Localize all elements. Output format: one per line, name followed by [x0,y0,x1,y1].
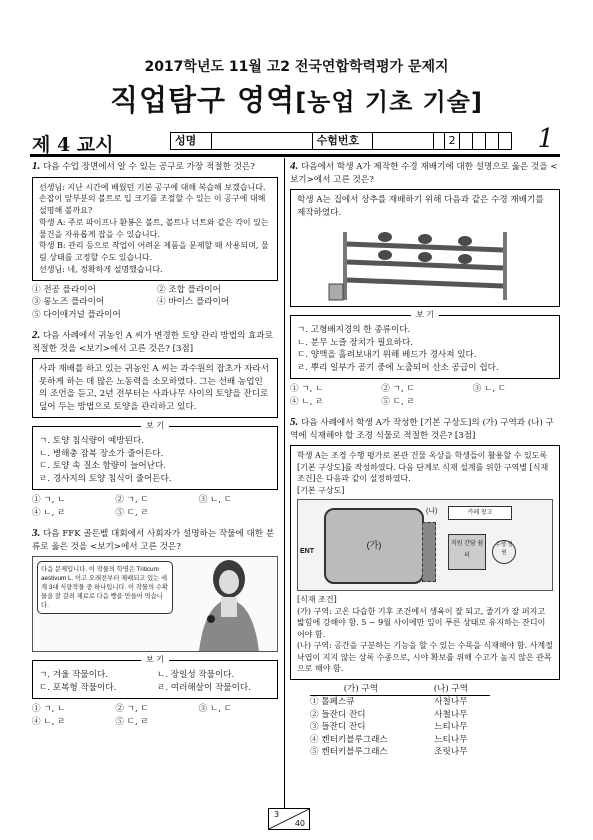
number-label: 수험번호 [313,133,374,149]
option[interactable]: ④ ㄴ, ㄹ [290,396,324,407]
q2-bogi [32,421,278,490]
zone-na-label: (나) [426,508,438,515]
dialogue-line: 선생님: 지난 시간에 배웠던 기본 공구에 대해 복습해 보겠습니다. 손잡이 앞부분의 볼트로 입 크기를 조절할 수 있는 이 공구에 대해 설명해 볼까요? [39,182,266,216]
q2-options [32,494,278,519]
q5-passage: 학생 A는 조경 수행 평가로 본관 건물 옥상을 학생들이 활용할 수 있도록 [기본 구상도]를 작성하였다. 다음 단계로 식재 설계를 위한 구역별 [식재 조건]은 다음과 같이 설정하였다. [297,451,549,483]
subject-main: 직업탐구 영역 [110,83,296,117]
zone-na [422,522,436,582]
q3-illustration [32,556,278,652]
column-divider [284,158,285,808]
host-illustration [171,557,281,651]
footer-total: 40 [294,819,305,828]
bogi-item: ㄷ. 토양 속 질소 함량이 늘어난다. [39,461,167,472]
option[interactable]: ⑤ ㄷ, ㄹ [115,507,149,518]
option[interactable]: ② ㄱ, ㄷ [381,384,415,394]
table-cell: 느티나무 [434,722,468,732]
bogi-item: ㄹ. 경사지의 토양 침식이 줄어든다. [39,473,172,484]
subject-title [0,78,593,119]
bogi-item: ㄷ. 포복형 작물이다. [39,682,117,693]
q4-bogi [290,310,560,379]
bogi-title: 보 기 [411,310,439,319]
option[interactable]: ③ ㄴ, ㄷ [198,495,233,506]
option[interactable]: ④ ㄴ, ㄹ [32,716,66,727]
option[interactable]: ① 전공 플라이어 [32,284,96,295]
option[interactable]: ⑤ ㄷ, ㄹ [115,716,149,727]
number-cell[interactable] [499,133,511,149]
option[interactable]: ① 톨페스큐 [310,697,355,707]
zone-ga [324,508,424,584]
q3-bogi [32,655,278,699]
option[interactable]: ④ 바이스 플라이어 [157,297,230,308]
option[interactable]: ④ ㄴ, ㄹ [32,507,66,518]
bogi-item: ㄹ. 뿌리 일부가 공기 중에 노출되어 산소 공급이 쉽다. [297,362,499,373]
plan-label: [기본 구상도] [297,485,345,495]
q2-passage: 사과 재배를 하고 있는 귀농인 A 씨는 과수원의 잡초가 자라서 못하게 하는 데 많은 노동력을 소모하였다. 그는 선배 농업인의 조언을 듣고, 2년 전부터는 사과나무 사이의 토양을 잔디로 덮어 두는 방법으로 토양을 관리하고 있다. [32,358,278,418]
header-rule [30,154,560,157]
option[interactable]: ② 조합 플라이어 [157,284,221,295]
q1-stem: 1. 다음 수업 장면에서 알 수 있는 공구로 가장 적절한 것은? [32,160,255,172]
table-cell: 조릿나무 [434,747,468,757]
option[interactable]: ③ ㄴ, ㄷ [198,704,233,715]
option[interactable]: ② ㄱ, ㄷ [115,704,149,715]
bogi-item: ㄴ. 장일성 작물이다. [157,670,235,681]
q3-options [32,703,278,728]
entrance-label: ENT [300,548,314,555]
table-header: (나) 구역 [433,683,469,694]
bogi-title: 보 기 [141,655,169,664]
site-plan [297,499,553,591]
info-bar [30,124,560,156]
bogi-item: ㄴ. 병해충 잠복 장소가 줄어든다. [39,448,164,459]
number-cell[interactable] [473,133,486,149]
bogi-item: ㄷ. 양액을 흘려보내기 위해 베드가 경사져 있다. [297,350,477,360]
cond-item: (가) 구역: 고온 다습한 기후 조건에서 생육이 잘 되고, 줄기가 잘 퍼지고 밟힘에 강해야 함. 5 ~ 9월 사이에만 잎이 푸른 상태로 유지하는 잔디이어야 함. [297,606,546,639]
cond-label: [식재 조건] [297,595,337,604]
right-column [290,160,560,759]
option[interactable]: ③ ㄴ, ㄷ [472,384,507,394]
name-field[interactable] [212,133,313,149]
number-cell[interactable] [434,133,445,149]
option[interactable]: ③ 롱노즈 플라이어 [32,297,105,308]
footer-page: 3 [274,810,280,819]
table-cell: 사철나무 [434,709,468,720]
q5-answer-table [310,683,490,759]
number-cell[interactable]: 2 [445,133,460,149]
q5-passage-box [290,445,560,680]
name-label: 성명 [171,133,212,149]
cond-item: (나) 구역: 공간을 구분하는 기능을 할 수 있는 수목을 식재해야 함. 사계절 낙엽이 지지 않는 상록 수종으로, 시야 확보를 위해 수고가 높지 않은 관목으로 해야 함. [297,641,553,673]
bogi-item: ㄴ. 분무 노즐 장치가 필요하다. [297,337,414,348]
option[interactable]: ③ 들잔디 잔디 [310,722,366,732]
table-header: (가) 구역 [343,683,379,694]
q4-passage-box [290,189,560,307]
option[interactable]: ① ㄱ, ㄴ [290,384,324,394]
id-box [170,132,512,150]
bogi-item: ㄱ. 토양 침식량이 예방된다. [39,436,144,447]
table-cell: 사철나무 [434,697,468,707]
subject-sub: [농업 기초 기술] [295,88,483,116]
option[interactable]: ② ㄱ, ㄷ [115,495,149,506]
table-cell: 느티나무 [434,734,468,745]
q1-dialogue-box [32,177,278,281]
q3-stem: 3. 다음 FFK 골든벨 대회에서 사회자가 설명하는 작물에 대한 분류로 옳은 것을 <보기>에서 고른 것은? [32,527,275,552]
hydroponic-illustration [325,222,525,302]
bogi-item: ㄱ. 고형배지경의 한 종류이다. [297,325,411,335]
exam-title: 2017학년도 11월 고2 전국연합학력평가 문제지 [144,59,449,75]
option[interactable]: ② 들잔디 잔디 [310,709,366,720]
bogi-title: 보 기 [141,421,169,430]
zone-ga-label: (가) [366,540,382,551]
option[interactable]: ⑤ 다이애거널 플라이어 [32,309,121,320]
plan-room: 카페 창고 [448,506,512,520]
number-cell[interactable] [373,133,434,149]
plan-room: 직원 간담 쉼터 [448,534,486,570]
page-footer [268,808,310,830]
dialogue-line: 학생 B: 관리 등으로 작업이 어려운 제품을 문제할 때 사용되며, 물림 상태를 고정할 수도 있습니다. [39,241,269,263]
q4-stem: 4. 다음에서 학생 A가 제작한 수경 재배기에 대한 설명으로 옳은 것을 <보기>에서 고른 것은? [290,160,558,185]
bogi-item: ㄱ. 겨울 작물이다. [39,670,109,681]
q4-passage: 학생 A는 집에서 상추를 재배하기 위해 다음과 같은 수경 재배기를 제작하였다. [297,195,544,218]
option[interactable]: ① ㄱ, ㄴ [32,704,66,715]
option[interactable]: ④ 켄터키블루그래스 [310,734,388,745]
option[interactable]: ⑤ 켄터키블루그래스 [310,747,388,757]
dialogue-line: 학생 A: 주로 파이프나 환봉은 볼트, 볼트나 너트와 같은 각이 있는 물건을 자유롭게 잡을 수 있습니다. [39,217,269,239]
bogi-item: ㄹ. 여러해살이 작물이다. [157,682,251,693]
page-number: 1 [537,124,554,154]
option[interactable]: ⑤ ㄷ, ㄹ [381,396,415,407]
number-cell[interactable] [460,133,473,149]
period-label: 제 4 교시 [32,134,114,156]
q5-stem: 5. 다음 사례에서 학생 A가 작성한 [기본 구상도]의 (가) 구역과 (나) 구역에 식재해야 할 조경 식물로 적절한 것은? [3점] [290,416,554,441]
number-cell[interactable] [486,133,499,149]
q1-options [32,284,278,322]
q4-options [290,383,560,408]
option[interactable]: ① ㄱ, ㄴ [32,495,66,506]
dialogue-line: 선생님: 네, 정확하게 설명했습니다. [39,265,163,275]
speech-bubble: 다음 문제입니다. 이 작물의 학명은 Triticum aestivum L. 이고 오래전부터 재배되고 있는 세계 3대 식량작물 중 하나입니다. 이 작물의 수확물을 잘 갈려 재료로 다음 빵을 만들어 먹습니다. [37,561,173,614]
left-column [32,160,278,728]
plan-room: 수생 정원 [492,540,516,564]
q2-stem: 2. 다음 사례에서 귀농인 A 씨가 변경한 토양 관리 방법의 효과로 적절한 것을 <보기>에서 고른 것은? [3점] [32,329,274,354]
